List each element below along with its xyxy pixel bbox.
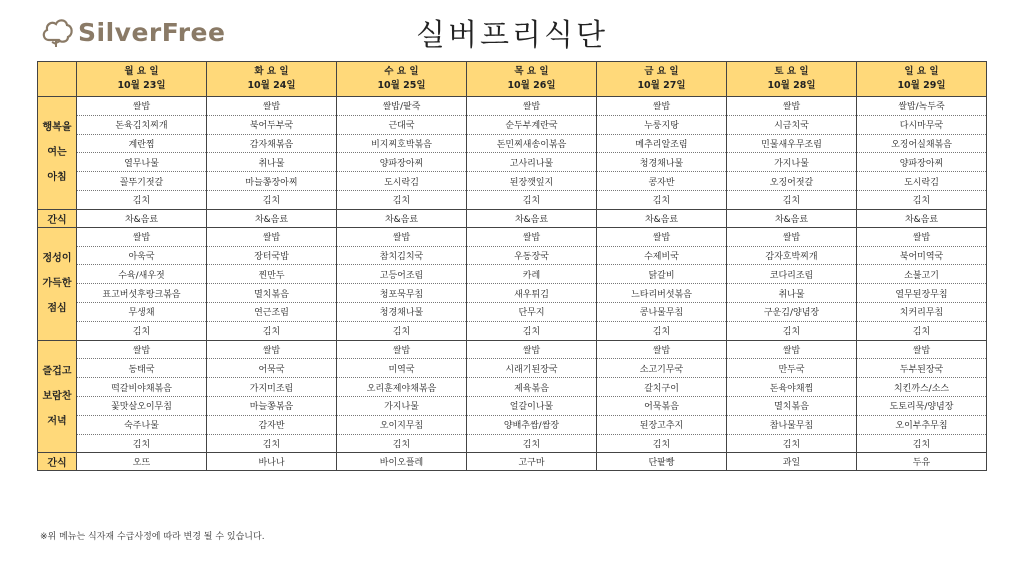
menu-cell: 구운김/양념장 (727, 302, 857, 321)
menu-cell: 쌀밥 (207, 340, 337, 359)
snack-cell: 바나나 (207, 453, 337, 471)
menu-cell: 얼갈이나물 (467, 396, 597, 415)
day-name: 토 요 일 (774, 66, 809, 77)
snack-cell: 차&음료 (77, 209, 207, 227)
menu-cell: 치킨까스/소스 (857, 378, 987, 397)
menu-cell: 오이부추무침 (857, 415, 987, 434)
table-row (38, 321, 987, 340)
menu-cell: 돈민찌새송이볶음 (467, 134, 597, 153)
menu-cell: 코다리조림 (727, 265, 857, 284)
menu-cell: 고등어조림 (337, 265, 467, 284)
meal-label-line: 가득한 (42, 278, 72, 290)
menu-cell: 참치김치국 (337, 246, 467, 265)
menu-cell: 김치 (467, 321, 597, 340)
menu-cell: 수육/새우젓 (77, 265, 207, 284)
menu-cell: 다시마무국 (857, 115, 987, 134)
meal-label-line: 아침 (47, 172, 67, 184)
menu-cell: 비지찌호박볶음 (337, 134, 467, 153)
menu-cell: 양파장아찌 (857, 153, 987, 172)
menu-cell: 쌀밥 (337, 340, 467, 359)
menu-cell: 떡갈비야채볶음 (77, 378, 207, 397)
table-row (38, 284, 987, 303)
menu-cell: 순두부계란국 (467, 115, 597, 134)
menu-cell: 소불고기 (857, 265, 987, 284)
menu-cell: 김치 (467, 190, 597, 209)
meal-plan-table (37, 61, 987, 471)
menu-cell: 쌀밥 (467, 227, 597, 246)
meal-label-line: 여는 (47, 147, 67, 159)
menu-cell: 김치 (857, 190, 987, 209)
day-date: 10월 24일 (247, 80, 296, 91)
menu-cell: 김치 (857, 434, 987, 453)
menu-cell: 도시락김 (857, 172, 987, 191)
snack-label: 간식 (38, 453, 77, 471)
menu-cell: 김치 (207, 190, 337, 209)
menu-cell: 우동장국 (467, 246, 597, 265)
day-header (857, 62, 987, 97)
table-row (38, 378, 987, 397)
menu-cell: 쌀밥 (597, 97, 727, 116)
meal-label-line: 정성이 (42, 253, 72, 265)
menu-cell: 참나물무침 (727, 415, 857, 434)
menu-cell: 닭갈비 (597, 265, 727, 284)
day-header (207, 62, 337, 97)
menu-cell: 쌀밥 (727, 97, 857, 116)
menu-cell: 만두국 (727, 359, 857, 378)
menu-cell: 두부된장국 (857, 359, 987, 378)
menu-cell: 누룽지탕 (597, 115, 727, 134)
menu-cell: 꼴뚜기젓갈 (77, 172, 207, 191)
menu-cell: 취나물 (207, 153, 337, 172)
menu-cell: 김치 (77, 321, 207, 340)
menu-cell: 된장깻잎지 (467, 172, 597, 191)
menu-cell: 숙주나물 (77, 415, 207, 434)
lunch-label (38, 227, 77, 340)
menu-cell: 카레 (467, 265, 597, 284)
day-header (467, 62, 597, 97)
menu-cell: 어묵국 (207, 359, 337, 378)
menu-cell: 김치 (727, 190, 857, 209)
menu-cell: 김치 (207, 321, 337, 340)
meal-label-line: 즐겁고 (42, 365, 72, 377)
menu-cell: 오이지무침 (337, 415, 467, 434)
menu-cell: 계란찜 (77, 134, 207, 153)
table-row (38, 340, 987, 359)
menu-cell: 쌀밥 (727, 340, 857, 359)
snack-row (38, 453, 987, 471)
menu-cell: 김치 (597, 321, 727, 340)
day-date: 10월 27일 (637, 80, 686, 91)
table-row (38, 359, 987, 378)
menu-cell: 가지미조림 (207, 378, 337, 397)
snack-cell: 차&음료 (857, 209, 987, 227)
table-row (38, 134, 987, 153)
menu-cell: 양파장아찌 (337, 153, 467, 172)
menu-cell: 쌀밥 (467, 97, 597, 116)
snack-cell: 단팥빵 (597, 453, 727, 471)
snack-cell: 바이오플레 (337, 453, 467, 471)
day-date: 10월 28일 (767, 80, 816, 91)
menu-cell: 돈육야채찜 (727, 378, 857, 397)
day-header (337, 62, 467, 97)
table-row (38, 227, 987, 246)
menu-cell: 쌀밥 (207, 227, 337, 246)
menu-cell: 북어미역국 (857, 246, 987, 265)
menu-cell: 마늘쫑볶음 (207, 396, 337, 415)
menu-cell: 김치 (597, 434, 727, 453)
day-header (727, 62, 857, 97)
menu-cell: 쌀밥 (337, 227, 467, 246)
logo-text: SilverFree (78, 17, 226, 47)
menu-cell: 북어두부국 (207, 115, 337, 134)
meal-label-line: 점심 (47, 303, 67, 315)
menu-cell: 쌀밥 (857, 340, 987, 359)
menu-cell: 청경채나물 (337, 302, 467, 321)
menu-cell: 청경채나물 (597, 153, 727, 172)
table-row (38, 434, 987, 453)
menu-cell: 쌀밥 (207, 97, 337, 116)
menu-cell: 민물새우무조림 (727, 134, 857, 153)
menu-cell: 시래기된장국 (467, 359, 597, 378)
breakfast-label (38, 97, 77, 210)
menu-cell: 김치 (467, 434, 597, 453)
menu-cell: 고사리나물 (467, 153, 597, 172)
day-name: 월 요 일 (124, 66, 159, 77)
menu-cell: 오징어실채볶음 (857, 134, 987, 153)
snack-cell: 차&음료 (727, 209, 857, 227)
menu-cell: 쌀밥 (77, 340, 207, 359)
table-row (38, 153, 987, 172)
menu-cell: 된장고추지 (597, 415, 727, 434)
menu-cell: 찐만두 (207, 265, 337, 284)
menu-cell: 메추리알조림 (597, 134, 727, 153)
menu-cell: 쌀밥 (77, 227, 207, 246)
menu-cell: 아욱국 (77, 246, 207, 265)
menu-cell: 어묵볶음 (597, 396, 727, 415)
table-row (38, 265, 987, 284)
menu-cell: 감자호박찌개 (727, 246, 857, 265)
page-title: 실버프리식단 (416, 18, 608, 53)
menu-cell: 미역국 (337, 359, 467, 378)
table-row (38, 172, 987, 191)
meal-label-line: 보람찬 (42, 390, 72, 402)
snack-cell: 차&음료 (467, 209, 597, 227)
menu-cell: 수제비국 (597, 246, 727, 265)
menu-cell: 양배추쌈/쌈장 (467, 415, 597, 434)
menu-cell: 감자채볶음 (207, 134, 337, 153)
day-date: 10월 26일 (507, 80, 556, 91)
menu-cell: 김치 (77, 190, 207, 209)
snack-cell: 과일 (727, 453, 857, 471)
menu-cell: 표고버섯후랑크볶음 (77, 284, 207, 303)
day-date: 10월 29일 (897, 80, 946, 91)
day-name: 일 요 일 (904, 66, 939, 77)
menu-cell: 단무지 (467, 302, 597, 321)
menu-cell: 근대국 (337, 115, 467, 134)
menu-cell: 김치 (337, 321, 467, 340)
day-date: 10월 23일 (117, 80, 166, 91)
menu-cell: 쌀밥/팥죽 (337, 97, 467, 116)
table-row (38, 97, 987, 116)
menu-cell: 쌀밥 (597, 227, 727, 246)
menu-cell: 김치 (207, 434, 337, 453)
menu-cell: 취나물 (727, 284, 857, 303)
table-row (38, 190, 987, 209)
table-row (38, 396, 987, 415)
table-row (38, 115, 987, 134)
menu-cell: 쌀밥 (727, 227, 857, 246)
menu-cell: 멸치볶음 (727, 396, 857, 415)
corner-header (38, 62, 77, 97)
day-name: 수 요 일 (384, 66, 419, 77)
menu-cell: 돈육김치찌개 (77, 115, 207, 134)
snack-label: 간식 (38, 209, 77, 227)
snack-cell: 차&음료 (337, 209, 467, 227)
table-row (38, 415, 987, 434)
menu-cell: 김치 (857, 321, 987, 340)
menu-cell: 장터국밥 (207, 246, 337, 265)
menu-cell: 쌀밥/녹두죽 (857, 97, 987, 116)
menu-cell: 청포묵무침 (337, 284, 467, 303)
menu-cell: 느타리버섯볶음 (597, 284, 727, 303)
snack-cell: 차&음료 (207, 209, 337, 227)
menu-cell: 소고기무국 (597, 359, 727, 378)
day-header (77, 62, 207, 97)
menu-cell: 김치 (727, 434, 857, 453)
menu-cell: 김치 (727, 321, 857, 340)
snack-row (38, 209, 987, 227)
menu-cell: 오리훈제야채볶음 (337, 378, 467, 397)
menu-cell: 무생채 (77, 302, 207, 321)
snack-cell: 차&음료 (597, 209, 727, 227)
menu-cell: 연근조림 (207, 302, 337, 321)
footnote: ※위 메뉴는 식자재 수급사정에 따라 변경 될 수 있습니다. (40, 532, 265, 542)
day-name: 목 요 일 (514, 66, 549, 77)
menu-cell: 감자반 (207, 415, 337, 434)
menu-cell: 멸치볶음 (207, 284, 337, 303)
menu-cell: 콩나물무침 (597, 302, 727, 321)
menu-cell: 오징어젓갈 (727, 172, 857, 191)
menu-cell: 쌀밥 (597, 340, 727, 359)
menu-cell: 쌀밥 (467, 340, 597, 359)
menu-cell: 새우튀김 (467, 284, 597, 303)
snack-cell: 고구마 (467, 453, 597, 471)
snack-cell: 오뜨 (77, 453, 207, 471)
menu-cell: 제육볶음 (467, 378, 597, 397)
dinner-label (38, 340, 77, 453)
menu-cell: 콩자반 (597, 172, 727, 191)
menu-cell: 가지나물 (727, 153, 857, 172)
menu-cell: 김치 (77, 434, 207, 453)
menu-cell: 쌀밥 (77, 97, 207, 116)
meal-label-line: 행복을 (42, 122, 72, 134)
menu-cell: 도토리묵/양념장 (857, 396, 987, 415)
menu-cell: 가지나물 (337, 396, 467, 415)
menu-cell: 쌀밥 (857, 227, 987, 246)
menu-cell: 시금치국 (727, 115, 857, 134)
day-header (597, 62, 727, 97)
menu-cell: 치커리무침 (857, 302, 987, 321)
menu-cell: 열무된장무침 (857, 284, 987, 303)
menu-cell: 열무나물 (77, 153, 207, 172)
menu-cell: 동태국 (77, 359, 207, 378)
day-date: 10월 25일 (377, 80, 426, 91)
menu-cell: 김치 (337, 190, 467, 209)
day-name: 화 요 일 (254, 66, 289, 77)
menu-cell: 도시락김 (337, 172, 467, 191)
table-row (38, 302, 987, 321)
menu-cell: 마늘쫑장아찌 (207, 172, 337, 191)
meal-label-line: 저녁 (47, 415, 67, 427)
snack-cell: 두유 (857, 453, 987, 471)
table-row (38, 246, 987, 265)
day-name: 금 요 일 (644, 66, 679, 77)
menu-cell: 꽃맛살오이무침 (77, 396, 207, 415)
menu-cell: 김치 (597, 190, 727, 209)
menu-cell: 김치 (337, 434, 467, 453)
menu-cell: 갈치구이 (597, 378, 727, 397)
